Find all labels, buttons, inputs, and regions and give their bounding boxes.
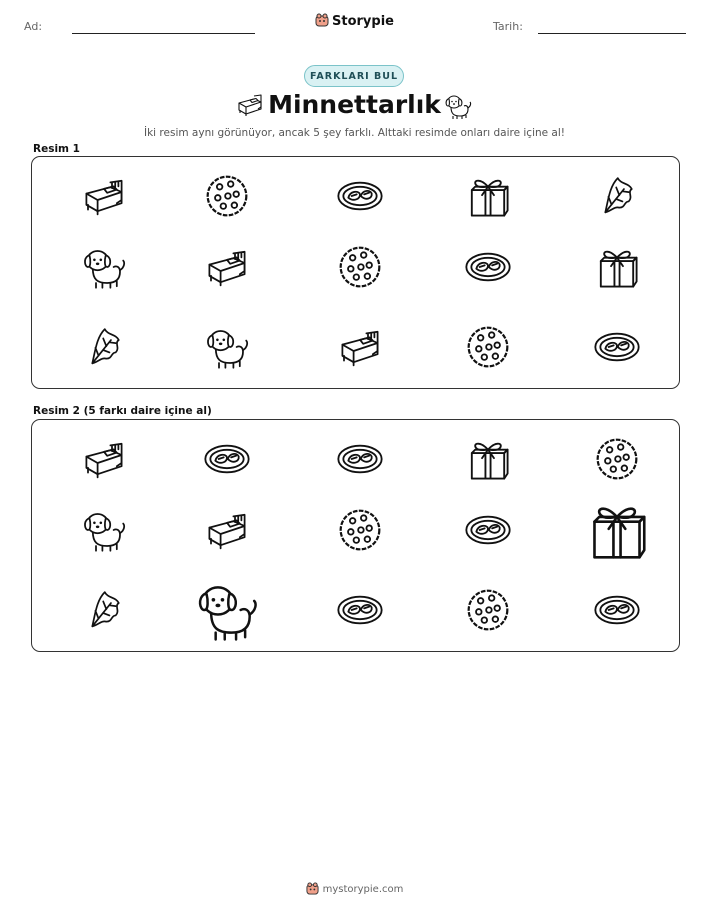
instructions: İki resim aynı görünüyor, ancak 5 şey farklı. Alttaki resimde onları daire içine al! [144, 127, 565, 139]
dog-icon [203, 323, 251, 371]
date-line[interactable] [538, 33, 686, 34]
leaf-icon [83, 326, 125, 368]
bed-icon [336, 323, 384, 371]
plate-icon[interactable] [592, 585, 642, 635]
dog-icon [80, 243, 128, 291]
bed-icon [203, 243, 251, 291]
cookie-icon[interactable] [337, 507, 383, 553]
bed-icon [80, 172, 128, 220]
storypie-logo-icon [306, 882, 319, 895]
plate-icon[interactable] [335, 585, 385, 635]
footer [0, 882, 709, 895]
gift-icon [594, 244, 640, 290]
cookie-icon [204, 173, 250, 219]
plate-icon[interactable] [202, 434, 252, 484]
footer-url: mystorypie.com [322, 884, 404, 895]
dog-icon[interactable] [193, 576, 261, 644]
picture-1-label: Resim 1 [33, 143, 80, 155]
gift-icon[interactable] [585, 498, 649, 562]
brand-name: Storypie [332, 14, 394, 29]
storypie-logo-icon [315, 13, 329, 27]
plate-icon [592, 322, 642, 372]
picture-2-label: Resim 2 (5 farkı daire içine al) [33, 405, 212, 417]
gift-icon [465, 173, 511, 219]
cookie-icon[interactable] [594, 436, 640, 482]
plate-icon[interactable] [463, 505, 513, 555]
dog-icon[interactable] [80, 506, 128, 554]
activity-badge: FARKLARI BUL [304, 65, 404, 87]
leaf-icon [596, 175, 638, 217]
name-line[interactable] [72, 33, 255, 34]
leaf-icon[interactable] [83, 589, 125, 631]
bed-icon[interactable] [80, 435, 128, 483]
plate-icon [463, 242, 513, 292]
bed-icon[interactable] [203, 506, 251, 554]
plate-icon [335, 171, 385, 221]
page-title: Minnettarlık [268, 90, 441, 119]
gift-icon[interactable] [465, 436, 511, 482]
dog-icon [443, 92, 473, 120]
date-label: Tarih: [493, 20, 523, 33]
cookie-icon[interactable] [465, 587, 511, 633]
cookie-icon [337, 244, 383, 290]
name-label: Ad: [24, 20, 43, 33]
cookie-icon [465, 324, 511, 370]
brand [0, 13, 709, 29]
plate-icon[interactable] [335, 434, 385, 484]
